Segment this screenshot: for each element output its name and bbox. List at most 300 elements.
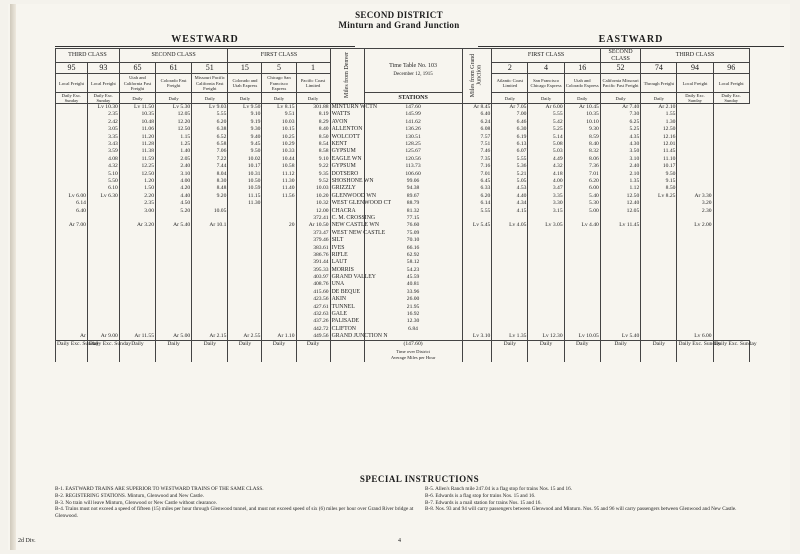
time-cell-east: 5.08 [528,141,564,148]
time-cell-west: 11.56 [262,192,296,199]
miles-from-denver: 9.35 [296,170,330,177]
time-cell-west: Lv 6.30 [87,192,119,199]
time-cell-west [262,200,296,207]
time-cell-west [56,104,88,111]
time-cell-west [56,133,88,140]
time-cell-east: 7.51 [462,141,492,148]
time-cell-east: 11.10 [641,155,677,162]
time-cell-east: 6.46 [492,118,528,125]
time-cell-east: Lv 11.45 [600,222,640,229]
time-cell-west: 11.38 [119,148,155,155]
station-name: MINTURN WCTN [331,104,378,111]
time-cell-east [528,266,564,273]
train-name-west: Utah and California Fast Freight [119,74,155,93]
timetable-row [56,222,784,229]
time-cell-west [156,259,192,266]
miles-from-grand-junction: 76.60 [364,222,462,229]
station-name: CHACRA [330,207,364,214]
miles-from-grand-junction: 33.96 [364,288,462,295]
time-cell-east: 12.01 [641,141,677,148]
miles-from-grand-junction: 54.23 [364,266,462,273]
time-cell-east [677,252,713,259]
time-cell-east [641,266,677,273]
footer-blank [262,349,296,362]
time-cell-east: 6.25 [600,118,640,125]
time-cell-east [564,244,600,251]
miles-from-grand-junction: 89.67 [364,192,462,199]
miles-from-grand-junction: 145.99 [364,111,462,118]
time-cell-east: Ar 7.05 [492,104,528,111]
time-cell-east [528,237,564,244]
instruction-line: B-2. REGISTERING STATIONS. Minturn, Glenwood and New Castle. [55,492,204,499]
time-cell-east: 8.40 [564,141,600,148]
time-cell-west [192,325,228,332]
time-cell-west [56,252,88,259]
time-cell-west: 9.10 [228,111,262,118]
station-name: NEW CASTLE WN [331,222,380,229]
time-cell-east [564,325,600,332]
time-cell-east: 12.40 [600,200,640,207]
time-cell-east [462,274,492,281]
time-cell-east [641,288,677,295]
time-cell-east: 5.03 [528,148,564,155]
time-cell-west: 10.25 [262,133,296,140]
time-cell-east [677,133,713,140]
station-name: LAUT [330,259,364,266]
train-days-west: Daily [296,93,330,104]
miles-from-denver: 8.40 [296,126,330,133]
time-cell-east [641,229,677,236]
time-cell-west [156,288,192,295]
time-cell-west [56,237,88,244]
time-cell-west: 11.30 [262,178,296,185]
miles-from-denver: 10.03 [296,185,330,192]
time-cell-west [87,274,119,281]
time-cell-west [262,311,296,318]
time-cell-east: 1.12 [600,185,640,192]
time-cell-east: 8.50 [641,185,677,192]
time-cell-west [56,118,88,125]
station-name: WEST NEW CASTLE [331,229,386,236]
miles-from-grand-junction: 75.09 [364,229,462,236]
time-cell-west: 9.40 [228,133,262,140]
time-cell-east [528,259,564,266]
footer-blank [677,349,713,362]
instructions-right [425,486,785,513]
time-cell-east: 4.53 [492,185,528,192]
time-cell-east [677,296,713,303]
time-cell-east [462,259,492,266]
instruction-line: B-8. Nos. 93 and 94 will carry passengers between Glenwood and Minturn. Nos. 95 and 96 will carry passengers between Glenwood and New Castle. [425,506,737,513]
time-cell-east: 5.36 [492,163,528,170]
station-name: AKIN [330,296,364,303]
time-cell-west [156,296,192,303]
time-cell-west: 2.05 [156,155,192,162]
time-cell-east: Lv 12.30 [528,333,564,340]
time-cell-east [462,303,492,310]
time-cell-west: 8.04 [192,170,228,177]
time-cell-east [677,281,713,288]
time-cell-east: 5.25 [528,126,564,133]
third-class-east: THIRD CLASS [641,49,750,63]
time-cell-east: 5.42 [528,118,564,125]
time-cell-east: 6.08 [462,126,492,133]
time-cell-west [56,229,88,236]
time-cell-west [192,259,228,266]
second-class-west: SECOND CLASS [119,49,228,63]
timetable-row [56,252,784,259]
time-cell-west: 1.50 [119,185,155,192]
time-cell-west [156,252,192,259]
train-days-east: Daily [492,93,528,104]
time-cell-west [119,237,155,244]
time-cell-east [600,311,640,318]
time-cell-east [600,274,640,281]
time-cell-east [564,215,600,222]
time-cell-east [677,126,713,133]
time-cell-west [262,237,296,244]
time-cell-east [528,244,564,251]
time-cell-east [600,288,640,295]
footer-days-east: Daily [528,340,564,349]
time-cell-east: 7.36 [564,163,600,170]
time-cell-west [192,303,228,310]
time-cell-east [564,311,600,318]
time-cell-east: Ar 3.30 [677,192,713,199]
time-cell-east: 4.15 [492,207,528,214]
time-cell-west [56,274,88,281]
timetable-row [56,104,784,111]
time-cell-west [87,229,119,236]
time-cell-west: 10.50 [228,178,262,185]
second-class-east: SECOND CLASS [600,49,640,63]
timetable-row [56,185,784,192]
time-cell-west [87,207,119,214]
page-header [8,10,790,30]
time-cell-west [192,311,228,318]
time-cell-west [192,266,228,273]
time-cell-east [641,252,677,259]
time-cell-east: 8.59 [564,133,600,140]
instruction-line: B-5. Allen's Ranch mile 247.04 is a flag stop for trains Nos. 15 and 16. [425,486,573,492]
time-cell-east: 6.45 [462,178,492,185]
miles-from-grand-junction: 99.06 [364,178,462,185]
timetable-row [56,111,784,118]
time-cell-west [87,266,119,273]
footer-days-east: Daily [564,340,600,349]
footer-days-west: Daily [156,340,192,349]
time-cell-west: 11.15 [228,192,262,199]
miles-from-denver: 386.76 [296,252,330,259]
time-cell-east: Lv 4.05 [492,222,528,229]
time-cell-east: 6.40 [462,111,492,118]
time-cell-west: 10.29 [262,141,296,148]
time-cell-east [492,325,528,332]
timetable-row [56,266,784,273]
miles-from-denver: 442.72 [296,325,330,332]
miles-from-denver: 8.54 [296,141,330,148]
miles-from-denver: 403.97 [296,274,330,281]
time-cell-east: 3.30 [528,200,564,207]
time-cell-west: 9.45 [228,141,262,148]
time-cell-west: 2.35 [87,111,119,118]
time-cell-east [677,148,713,155]
miles-from-denver: 8.58 [296,148,330,155]
train-days-east: Daily [641,93,677,104]
train-days-west: Daily [228,93,262,104]
time-cell-west: 6.40 [56,207,88,214]
time-cell-west [56,178,88,185]
time-cell-west: 1.25 [156,141,192,148]
time-cell-east: 3.35 [528,192,564,199]
time-cell-west: 10.02 [228,155,262,162]
time-cell-west [56,303,88,310]
footer-spacer [330,340,364,349]
station-name: DOTSERO [330,170,364,177]
train-days-east: Daily [564,93,600,104]
time-cell-west [262,207,296,214]
time-cell-east [677,118,713,125]
time-cell-west [87,200,119,207]
miles-from-denver: 408.76 [296,281,330,288]
time-cell-west: 9.19 [228,118,262,125]
time-cell-west [119,266,155,273]
time-cell-west: Lv 6.00 [56,192,88,199]
time-cell-east: Ar 8.45 [462,104,492,111]
miles-from-grand-junction: 70.10 [364,237,462,244]
page-fold-shadow [10,4,16,550]
time-cell-east [492,229,528,236]
station-name: EAGLE WN [330,155,364,162]
time-cell-east [528,252,564,259]
time-cell-east: 8.06 [564,155,600,162]
time-cell-west: 10.03 [262,118,296,125]
time-cell-west [228,325,262,332]
instruction-line: B-4. Trains must not exceed a speed of fifteen (15) miles per hour through Glenwood tunnel, and must not exceed speed of six (6) miles per hour over Grand River bridge at Glenwood. [55,506,414,520]
timetable-row [56,207,784,214]
time-cell-east: 5.55 [462,207,492,214]
time-cell-east [641,303,677,310]
time-cell-west: Lv 10.30 [87,104,119,111]
time-cell-west [87,259,119,266]
time-cell-west: 12.20 [156,118,192,125]
train-number-west: 1 [296,63,330,74]
time-cell-west [192,229,228,236]
time-cell-west: 8.48 [192,185,228,192]
time-cell-west: Ar 5.00 [156,333,192,340]
eastward-banner: EASTWARD [478,34,784,47]
timetable-row [56,311,784,318]
time-cell-west [56,111,88,118]
miles-from-grand-junction: 16.92 [364,311,462,318]
time-cell-west: 4.08 [87,155,119,162]
miles-from-denver: 423.56 [296,296,330,303]
time-cell-east [677,311,713,318]
time-cell-east: 12.50 [641,126,677,133]
time-cell-east [600,296,640,303]
time-cell-east [600,318,640,325]
miles-from-denver: 9.10 [296,155,330,162]
time-cell-west [56,148,88,155]
time-cell-west: 11.59 [119,155,155,162]
time-cell-west: 4.50 [156,200,192,207]
time-cell-east: 2.40 [600,163,640,170]
time-cell-east [641,259,677,266]
westward-banner: WESTWARD [55,34,355,47]
time-cell-west [119,303,155,310]
time-cell-west [262,259,296,266]
time-cell-east [641,274,677,281]
time-cell-east [528,274,564,281]
timetable-row [56,141,784,148]
time-cell-west: 1.15 [156,133,192,140]
time-cell-east: 9.30 [564,126,600,133]
time-cell-west: 12.05 [156,111,192,118]
miles-from-denver: 8.50 [296,133,330,140]
time-cell-east: 12.50 [600,192,640,199]
time-cell-west [192,296,228,303]
stations-header: STATIONS [364,93,462,104]
station-name: SHOSHONE WN [331,177,374,184]
miles-from-grand-junction: 141.62 [364,118,462,125]
time-cell-west: 2.20 [119,192,155,199]
time-cell-east [600,215,640,222]
time-cell-west: 10.44 [262,155,296,162]
time-cell-east [492,237,528,244]
train-number-west: 15 [228,63,262,74]
time-cell-west: 9.20 [192,192,228,199]
miles-from-grand-junction: 66.16 [364,244,462,251]
time-cell-west [192,288,228,295]
time-cell-west: Lv 5.30 [156,104,192,111]
footer-blank [528,349,564,362]
miles-from-denver: 9.22 [296,163,330,170]
time-cell-west [119,288,155,295]
time-cell-west [56,215,88,222]
miles-from-denver: 391.44 [296,259,330,266]
time-cell-west: 10.58 [262,163,296,170]
time-cell-west [156,237,192,244]
time-cell-west: 4.40 [156,192,192,199]
time-cell-east [462,215,492,222]
miles-from-grand-junction: 6.84 [364,325,462,332]
time-cell-west: 10.59 [228,185,262,192]
time-cell-west [228,281,262,288]
time-cell-west [156,229,192,236]
train-number-east: 2 [492,63,528,74]
time-cell-east [641,215,677,222]
time-cell-east [462,244,492,251]
time-cell-east [677,288,713,295]
time-cell-west: 5.20 [156,207,192,214]
miles-from-grand-junction: 130.51 [364,133,462,140]
train-number-east: 52 [600,63,640,74]
time-cell-west: 3.59 [87,148,119,155]
miles-from-denver: 372.41 [296,215,330,222]
time-cell-east [641,311,677,318]
time-cell-west: Ar 3.20 [119,222,155,229]
time-cell-east: 1.35 [600,178,640,185]
footer-blank [119,349,155,362]
miles-from-denver: 10.32 [296,200,330,207]
time-cell-east: 6.00 [564,185,600,192]
time-cell-east [564,266,600,273]
time-cell-east: 12.05 [600,207,640,214]
time-cell-west: Lv 8.15 [262,104,296,111]
time-cell-east [564,237,600,244]
miles-from-grand-junction: 125.67 [364,148,462,155]
time-cell-east: 6.19 [492,133,528,140]
time-cell-east [564,252,600,259]
time-cell-west [56,296,88,303]
station-name: GALE [330,311,364,318]
miles-from-denver-header: Miles from Denver [330,49,364,104]
time-cell-west [228,311,262,318]
time-cell-west [262,303,296,310]
miles-from-grand-junction: 147.60 [364,104,462,111]
footer-blank [330,349,364,362]
time-cell-east [677,229,713,236]
time-cell-west [119,229,155,236]
time-cell-west [228,207,262,214]
time-cell-east [641,296,677,303]
time-cell-west [56,259,88,266]
train-number-west: 5 [262,63,296,74]
time-cell-west: 10.48 [119,118,155,125]
time-cell-west [87,311,119,318]
footer-days-west: Daily [296,340,330,349]
time-cell-east: 4.18 [528,170,564,177]
time-cell-west [56,281,88,288]
time-cell-west: Ar 2.15 [192,333,228,340]
time-cell-west [56,318,88,325]
footer-blank [462,349,492,362]
time-cell-east: Ar 6.00 [528,104,564,111]
time-cell-west [156,318,192,325]
time-cell-west: 11.28 [119,141,155,148]
time-cell-west [87,222,119,229]
time-cell-east [528,311,564,318]
timetable-row [56,296,784,303]
miles-from-denver: 379.46 [296,237,330,244]
timetable-row [56,333,784,340]
time-cell-east [462,266,492,273]
timetable-row [56,237,784,244]
station-name: AVON [330,118,364,125]
time-cell-east [564,259,600,266]
miles-from-grand-junction: 40.81 [364,281,462,288]
time-cell-west [56,155,88,162]
time-cell-east: 4.34 [492,200,528,207]
time-cell-west: 10.17 [228,163,262,170]
time-cell-west: 12.50 [119,170,155,177]
time-cell-west: 6.38 [192,126,228,133]
time-cell-west: Ar 1.10 [262,333,296,340]
station-name: ALLENTON [331,126,363,133]
time-cell-east [492,281,528,288]
miles-from-denver: 301.88 [296,104,330,111]
timetable-row [56,133,784,140]
time-cell-east [462,281,492,288]
time-cell-east [600,266,640,273]
time-cell-west [56,163,88,170]
time-cell-east [492,311,528,318]
miles-from-grand-junction: 106.60 [364,170,462,177]
district-subtitle: Minturn and Grand Junction [338,20,460,30]
time-cell-east [600,244,640,251]
time-cell-west [228,274,262,281]
instruction-line: B-6. Edwards is a flag stop for trains Nos. 15 and 16. [425,492,536,499]
